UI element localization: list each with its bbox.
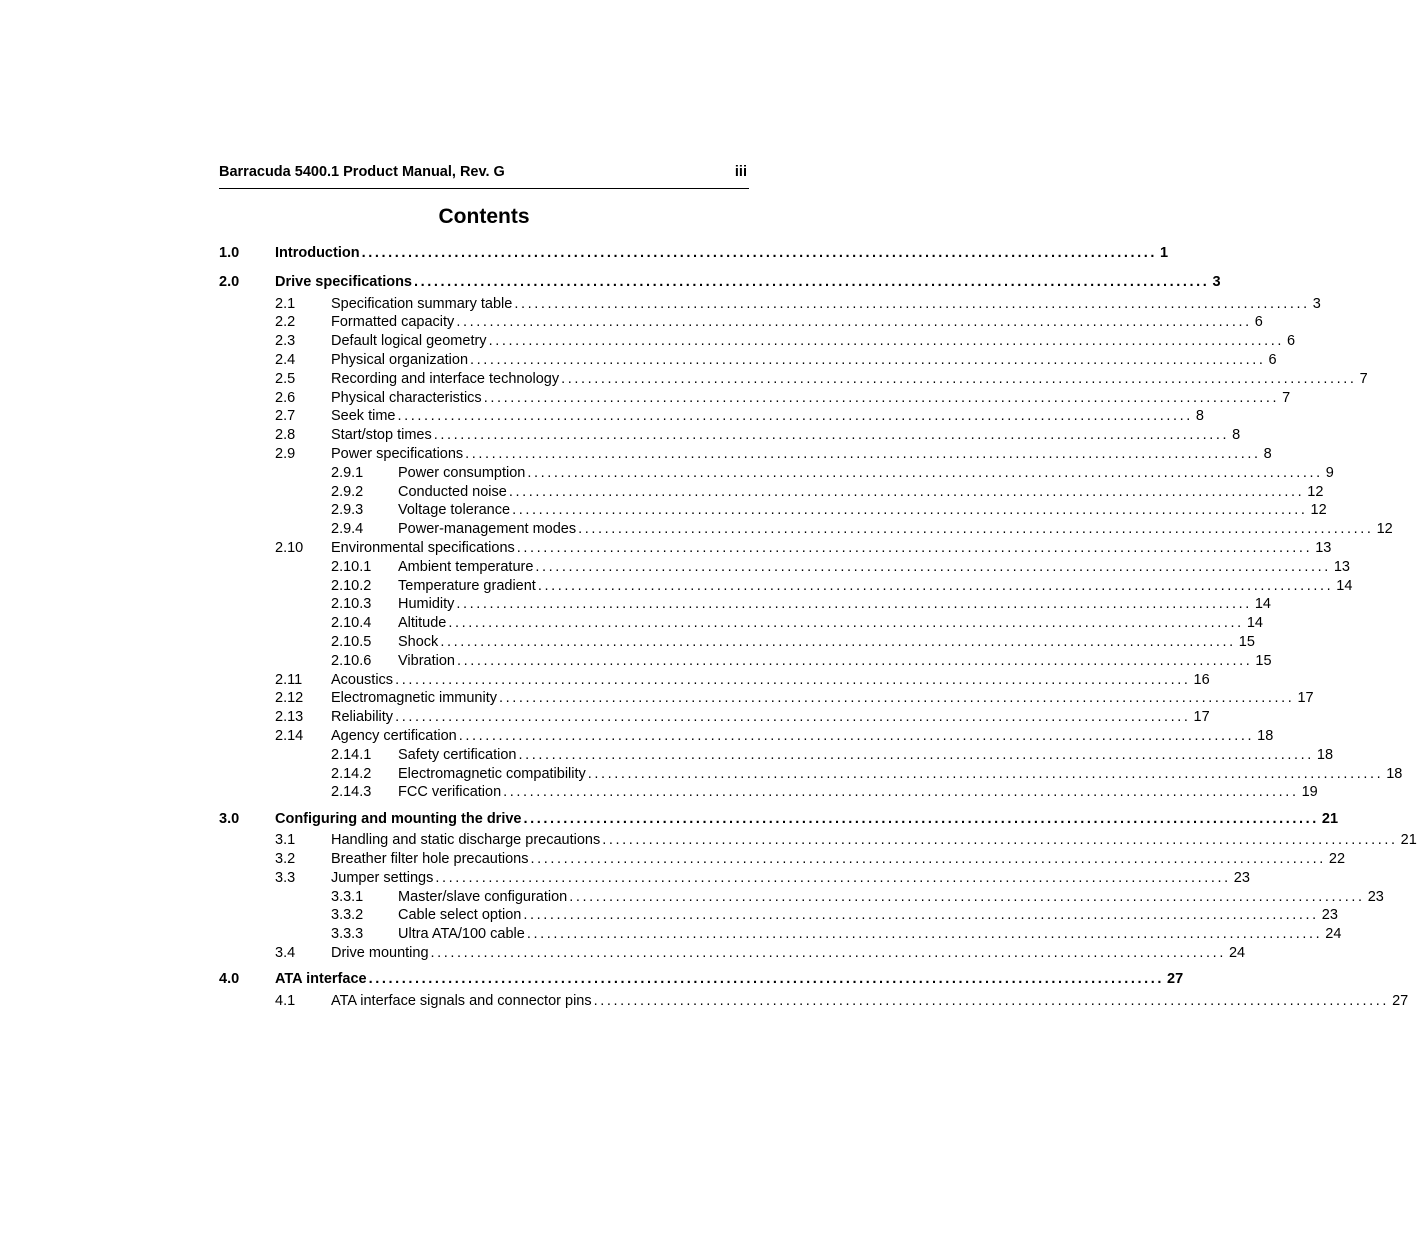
toc-entry-number: 2.9.2 [331,483,364,500]
toc-entry-number: 2.14.2 [331,765,372,782]
toc-entry-title: Physical characteristics [331,389,482,406]
toc-entry [275,370,1368,389]
toc-entry-page: 22 [1328,850,1346,867]
toc-entry-page: 7 [1359,370,1368,387]
dot-leader: ........................................................................................................................ [523,810,1319,827]
toc-entry-number: 2.9.4 [331,521,364,538]
toc-entry-number: 4.1 [275,992,296,1009]
dot-leader: ........................................................................................................................ [395,671,1191,688]
toc-entry [331,906,1338,925]
toc-entry-page: 15 [1255,652,1272,669]
toc-entry-number: 2.5 [275,370,296,387]
toc-entry [331,652,1272,671]
toc-entry-number: 3.2 [275,850,296,867]
toc-entry-number: 2.6 [275,389,296,406]
dot-leader: ........................................................................................................................ [395,709,1191,726]
toc-entry-page: 23 [1321,907,1338,924]
toc-entry-page: 13 [1315,539,1332,556]
dot-leader: ........................................................................................................................ [397,408,1193,425]
toc-entry [275,944,1246,963]
toc-entry-title: Configuring and mounting the drive [275,810,522,827]
dot-leader: ........................................................................................................................ [523,907,1319,924]
toc-entry-title: Humidity [398,596,455,613]
toc-entry-title: Environmental specifications [331,539,515,556]
toc-entry-title: Default logical geometry [331,333,487,350]
toc-entry [331,595,1271,614]
dot-leader: ........................................................................................................................ [561,370,1357,387]
dot-leader: ........................................................................................................................ [514,295,1310,312]
toc-entry-title: Power-management modes [398,521,577,538]
toc-entry-title: Start/stop times [331,427,432,444]
toc-entry-number: 2.10.6 [331,652,372,669]
toc-entry-number: 2.12 [275,690,304,707]
toc-entry-title: Shock [398,633,439,650]
toc-entry-page: 27 [1167,971,1184,988]
toc-entry-number: 2.7 [275,408,296,425]
dot-leader: ........................................................................................................................ [414,274,1210,290]
toc-entry [275,407,1204,426]
toc-entry-page: 3 [1212,274,1221,290]
toc-entry-page: 19 [1301,784,1318,801]
toc-entry-page: 24 [1228,944,1246,961]
toc-entry-page: 6 [1268,351,1277,368]
toc-entry-number: 3.0 [219,810,240,827]
dot-leader: ........................................................................................................................ [537,577,1334,594]
toc-entry-number: 3.3 [275,869,296,886]
dot-leader: ........................................................................................................................ [456,596,1252,613]
toc-entry-number: 2.9 [275,445,296,462]
toc-entry-title: Temperature gradient [398,577,536,594]
toc-entry-page: 27 [1392,992,1409,1009]
toc-entry [275,426,1241,445]
toc-entry [331,888,1384,907]
toc-entry-number: 2.11 [275,671,303,688]
toc-entry-title: Power specifications [331,445,464,462]
dot-leader: ........................................................................................................................ [483,389,1280,406]
toc-entry-title: Introduction [275,245,360,261]
toc-entry-number: 3.4 [275,944,296,961]
dot-leader: ........................................................................................................................ [433,427,1230,444]
dot-leader: ........................................................................................................................ [578,521,1374,538]
dot-leader: ........................................................................................................................ [499,690,1295,707]
toc-entry-title: Cable select option [398,907,522,924]
toc-entry [331,501,1327,520]
toc-entry-page: 8 [1195,408,1204,425]
toc-entry-page: 23 [1367,888,1384,905]
toc-entry-page: 18 [1316,746,1334,763]
toc-entry-title: Handling and static discharge precautions [331,832,601,849]
toc-entry-number: 2.9.3 [331,502,364,519]
toc-entry-page: 7 [1282,389,1291,406]
toc-entry-page: 1 [1160,245,1169,261]
dot-leader: ........................................................................................................................ [569,888,1365,905]
dot-leader: ........................................................................................................................ [368,971,1165,988]
dot-leader: ........................................................................................................................ [516,539,1313,556]
dot-leader: ........................................................................................................................ [435,869,1231,886]
toc-entry [275,332,1296,351]
toc-entry-title: Electromagnetic immunity [331,690,497,707]
toc-entry-title: Formatted capacity [331,314,455,331]
dot-leader: ........................................................................................................................ [593,992,1390,1009]
toc-entry-number: 2.10 [275,539,304,556]
toc-entry [275,671,1210,690]
toc-entry-page: 8 [1232,427,1241,444]
toc-entry-number: 2.4 [275,351,296,368]
toc-entry [219,970,1184,989]
dot-leader: ........................................................................................................................ [430,944,1226,961]
toc-entry-page: 24 [1325,926,1342,943]
toc-entry [331,925,1342,944]
toc-entry-number: 2.10.4 [331,615,372,632]
toc-entry [275,831,1417,850]
toc-entry [219,273,1221,292]
toc-entry-page: 21 [1321,810,1339,827]
toc-entry-number: 2.10.1 [331,558,372,575]
toc-entry-number: 2.10.2 [331,577,372,594]
toc-entry-number: 2.2 [275,314,296,331]
toc-entry [275,850,1346,869]
toc-entry-page: 17 [1297,690,1314,707]
toc-entry-page: 23 [1233,869,1250,886]
toc-entry-number: 2.0 [219,274,240,290]
dot-leader: ........................................................................................................................ [587,765,1384,782]
toc-entry-number: 2.14 [275,727,304,744]
toc-entry-title: Physical organization [331,351,469,368]
toc-entry [331,746,1334,765]
toc-entry-title: Drive specifications [275,274,412,290]
toc-entry [275,708,1210,727]
toc-entry [275,869,1250,888]
toc-entry-number: 4.0 [219,971,240,988]
toc-entry-number: 3.3.2 [331,907,364,924]
toc-entry-page: 8 [1263,445,1272,462]
toc-entry [331,483,1324,502]
toc-entry-title: Reliability [331,709,394,726]
toc-entry [219,810,1339,829]
toc-entry-number: 2.13 [275,709,304,726]
toc-entry-page: 12 [1307,483,1324,500]
toc-entry [275,539,1332,558]
toc-entry-page: 6 [1254,314,1263,331]
contents-heading: Contents [438,205,530,228]
toc-entry-title: Ultra ATA/100 cable [398,926,525,943]
toc-entry-page: 14 [1336,577,1353,594]
toc-entry-number: 2.1 [275,295,296,312]
toc-entry [331,464,1334,483]
toc-entry [331,783,1318,802]
toc-entry-page: 3 [1312,295,1321,312]
toc-entry-number: 3.3.1 [331,888,364,905]
dot-leader: ........................................................................................................................ [508,483,1305,500]
dot-leader: ........................................................................................................................ [602,832,1398,849]
toc-entry [331,520,1393,539]
toc-entry [275,389,1291,408]
toc-entry-page: 9 [1325,464,1334,481]
dot-leader: ........................................................................................................................ [465,445,1261,462]
toc-entry-number: 1.0 [219,245,240,261]
toc-entry-title: Safety certification [398,746,517,763]
dot-leader: ........................................................................................................................ [503,784,1299,801]
dot-leader: ........................................................................................................................ [518,746,1314,763]
toc-entry [331,558,1350,577]
toc-entry-title: Ambient temperature [398,558,534,575]
toc-entry [331,577,1353,596]
toc-entry-number: 2.3 [275,333,296,350]
toc-entry-page: 6 [1287,333,1296,350]
toc-entry-title: ATA interface signals and connector pins [331,992,592,1009]
toc-entry [219,244,1169,263]
toc-entry-number: 2.14.3 [331,784,372,801]
dot-leader: ........................................................................................................................ [470,351,1266,368]
toc-entry-title: Power consumption [398,464,526,481]
toc-entry-title: Master/slave configuration [398,888,568,905]
toc-entry-page: 15 [1238,633,1255,650]
toc-entry-title: Drive mounting [331,944,429,961]
page-number: iii [734,164,747,180]
dot-leader: ........................................................................................................................ [527,464,1323,481]
toc-entry-page: 14 [1254,596,1271,613]
dot-leader: ........................................................................................................................ [526,926,1323,943]
dot-leader: ........................................................................................................................ [456,314,1252,331]
toc-entry-page: 18 [1257,727,1274,744]
toc-entry-title: Altitude [398,615,447,632]
toc-entry-page: 18 [1386,765,1403,782]
toc-entry [275,313,1263,332]
manual-title: Barracuda 5400.1 Product Manual, Rev. G [219,164,505,180]
toc-entry-number: 2.10.5 [331,633,372,650]
dot-leader: ........................................................................................................................ [530,850,1326,867]
toc-entry-number: 2.10.3 [331,596,372,613]
dot-leader: ........................................................................................................................ [361,245,1158,261]
toc-entry-title: Seek time [331,408,396,425]
toc-entry-title: ATA interface [275,971,367,988]
toc-entry-number: 3.1 [275,832,296,849]
dot-leader: ........................................................................................................................ [488,333,1284,350]
dot-leader: ........................................................................................................................ [440,633,1236,650]
toc-entry-number: 2.14.1 [331,746,372,763]
toc-entry [275,295,1321,314]
toc-entry-page: 21 [1400,832,1417,849]
dot-leader: ........................................................................................................................ [535,558,1331,575]
dot-leader: ........................................................................................................................ [458,727,1255,744]
toc-entry-page: 13 [1333,558,1350,575]
toc-entry-page: 12 [1376,521,1393,538]
toc-entry-title: Electromagnetic compatibility [398,765,586,782]
toc-entry [275,351,1277,370]
toc-entry-title: Voltage tolerance [398,502,511,519]
toc-entry-title: Agency certification [331,727,457,744]
toc-entry-title: Conducted noise [398,483,507,500]
toc-entry [331,614,1263,633]
dot-leader: ........................................................................................................................ [512,502,1308,519]
toc-entry-page: 17 [1193,709,1210,726]
toc-entry-title: Breather filter hole precautions [331,850,529,867]
toc-entry-number: 2.8 [275,427,296,444]
toc-entry-title: Acoustics [331,671,394,688]
toc-entry [275,992,1409,1011]
toc-entry-number: 2.9.1 [331,464,364,481]
toc-entry-number: 3.3.3 [331,926,364,943]
toc-entry [331,765,1403,784]
dot-leader: ........................................................................................................................ [456,652,1253,669]
toc-entry-title: Recording and interface technology [331,370,560,387]
toc-entry-title: Jumper settings [331,869,434,886]
toc-entry-title: FCC verification [398,784,502,801]
toc-entry [331,633,1255,652]
toc-entry [275,727,1274,746]
dot-leader: ........................................................................................................................ [448,615,1244,632]
toc-entry [275,445,1272,464]
toc-entry-page: 16 [1193,671,1210,688]
toc-entry-title: Specification summary table [331,295,513,312]
toc-entry [275,689,1314,708]
toc-entry-page: 14 [1246,615,1263,632]
toc-entry-title: Vibration [398,652,455,669]
toc-entry-page: 12 [1310,502,1327,519]
